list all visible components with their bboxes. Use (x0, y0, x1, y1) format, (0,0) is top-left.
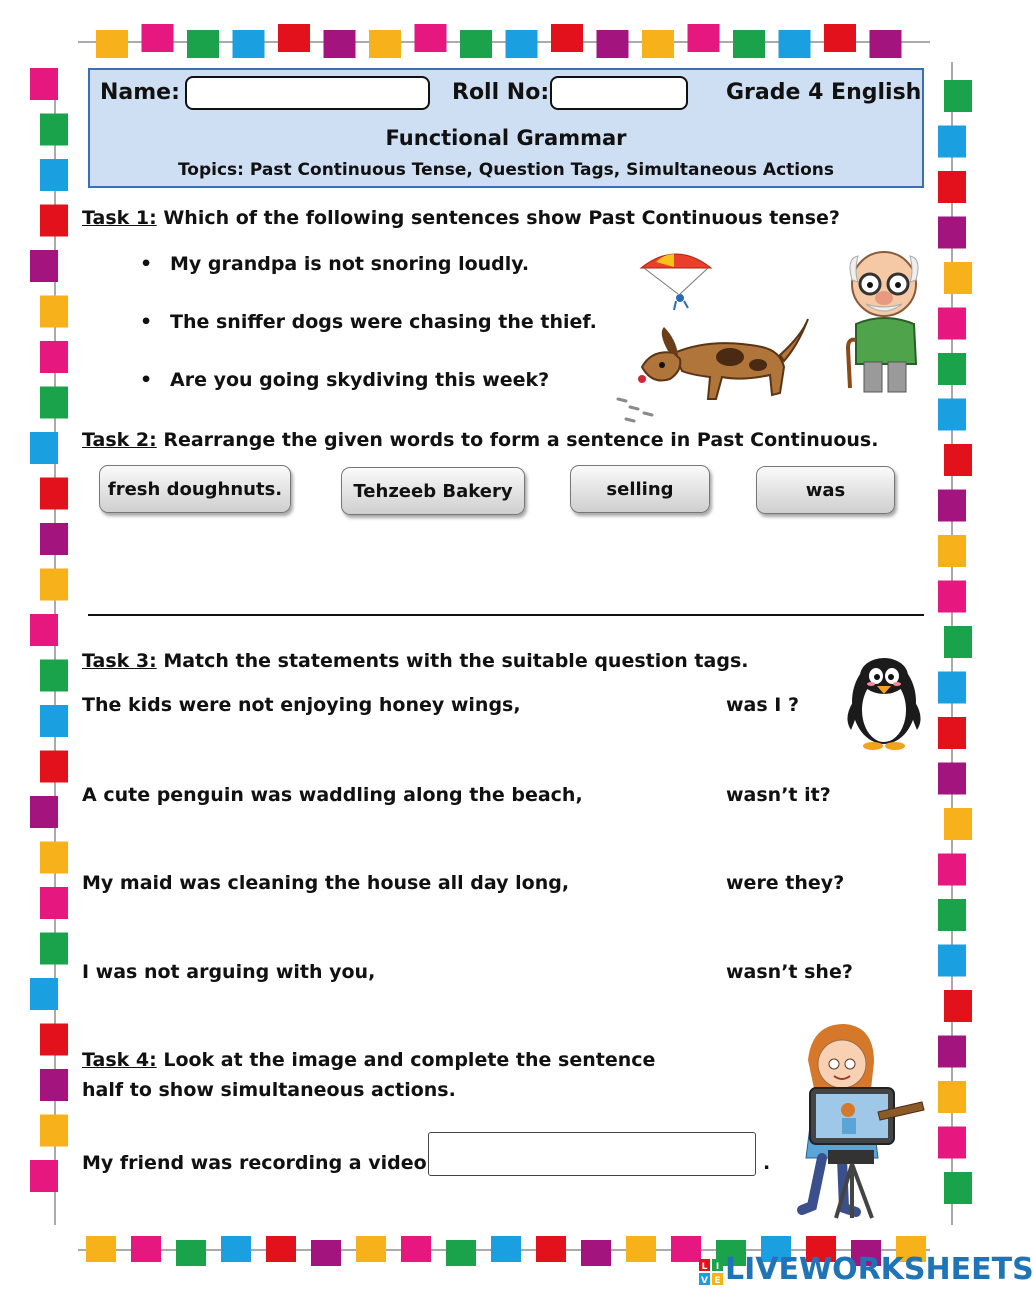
border-square (96, 30, 128, 58)
border-square (176, 1240, 206, 1266)
border-square (944, 990, 972, 1022)
task1-option-1[interactable]: • My grandpa is not snoring loudly. (170, 253, 529, 275)
border-square (40, 114, 68, 146)
border-square (40, 705, 68, 737)
svg-text:I: I (715, 1262, 720, 1272)
border-square (938, 1036, 966, 1068)
grade-label: Grade 4 English (726, 80, 922, 105)
roll-label: Roll No: (452, 80, 550, 105)
border-square (938, 490, 966, 522)
border-square (278, 24, 310, 52)
tag-4[interactable]: wasn’t she? (726, 961, 853, 983)
tag-3[interactable]: were they? (726, 872, 845, 894)
border-square (40, 751, 68, 783)
task1-text: Which of the following sentences show Past Continuous tense? (156, 207, 840, 229)
border-square (870, 30, 902, 58)
border-square (356, 1236, 386, 1262)
border-square (40, 1069, 68, 1101)
name-label: Name: (100, 80, 180, 105)
task4-answer-field[interactable] (428, 1132, 756, 1176)
task1-option-2[interactable]: • The sniffer dogs were chasing the thief. (170, 311, 597, 333)
border-square (40, 159, 68, 191)
border-square (40, 205, 68, 237)
border-square (581, 1240, 611, 1266)
border-square (40, 341, 68, 373)
border-square (597, 30, 629, 58)
border-square (938, 1127, 966, 1159)
border-square (506, 30, 538, 58)
border-square (944, 808, 972, 840)
svg-text:E: E (714, 1276, 721, 1286)
border-square (938, 945, 966, 977)
border-square (30, 796, 58, 828)
border-square (938, 581, 966, 613)
border-square (688, 24, 720, 52)
svg-text:V: V (701, 1276, 708, 1286)
border-square (233, 30, 265, 58)
svg-text:L: L (701, 1262, 708, 1272)
border-square (446, 1240, 476, 1266)
border-square (938, 763, 966, 795)
grandpa-illustration (836, 238, 932, 400)
task4-text: Look at the image and complete the sentence (156, 1049, 656, 1071)
border-square (938, 535, 966, 567)
border-square (944, 444, 972, 476)
parachute-illustration (636, 246, 716, 316)
border-square (938, 399, 966, 431)
border-square (944, 262, 972, 294)
word-card-4[interactable]: was (756, 466, 895, 514)
task1-label: Task 1: (82, 207, 157, 229)
border-square (938, 672, 966, 704)
word-card-1[interactable]: fresh doughnuts. (99, 465, 291, 513)
task1-option-3[interactable]: • Are you going skydiving this week? (170, 369, 549, 391)
border-square (938, 353, 966, 385)
border-square (30, 432, 58, 464)
border-square (938, 126, 966, 158)
border-square (779, 30, 811, 58)
border-square (626, 1236, 656, 1262)
statement-4[interactable]: I was not arguing with you, (82, 961, 376, 983)
task4-instruction-line2: half to show simultaneous actions. (82, 1079, 456, 1101)
border-square (131, 1236, 161, 1262)
border-square (86, 1236, 116, 1262)
border-square (221, 1236, 251, 1262)
border-square (824, 24, 856, 52)
border-square (40, 387, 68, 419)
task3-instruction (82, 650, 748, 672)
roll-field[interactable] (550, 76, 688, 110)
border-square (30, 978, 58, 1010)
task2-instruction (82, 429, 878, 451)
dog-illustration (612, 315, 817, 427)
task4-label: Task 4: (82, 1049, 157, 1071)
border-square (266, 1236, 296, 1262)
border-square (536, 1236, 566, 1262)
border-square (40, 1024, 68, 1056)
border-square (944, 1172, 972, 1204)
border-square (944, 80, 972, 112)
border-square (671, 1236, 701, 1262)
statement-3[interactable]: My maid was cleaning the house all day long, (82, 872, 570, 894)
border-square (733, 30, 765, 58)
worksheet-topics: Topics: Past Continuous Tense, Question Tags, Simultaneous Actions (177, 160, 835, 180)
task3-text: Match the statements with the suitable question tags. (156, 650, 749, 672)
word-card-2[interactable]: Tehzeeb Bakery (341, 467, 525, 515)
border-square (944, 626, 972, 658)
answer-line[interactable] (88, 614, 924, 616)
border-square (460, 30, 492, 58)
border-square (187, 30, 219, 58)
border-square (369, 30, 401, 58)
task1-instruction (82, 207, 840, 229)
task4-instruction-line1 (82, 1049, 655, 1071)
worksheet-header (88, 68, 924, 188)
border-square (415, 24, 447, 52)
girl-recording-illustration (782, 1018, 928, 1224)
border-square (491, 1236, 521, 1262)
task4-end-mark: . (763, 1152, 771, 1174)
border-square (401, 1236, 431, 1262)
tag-1[interactable]: was I ? (726, 694, 800, 716)
border-square (938, 217, 966, 249)
task3-label: Task 3: (82, 650, 157, 672)
border-square (40, 660, 68, 692)
border-square (40, 296, 68, 328)
liveworksheets-logo (699, 1259, 723, 1285)
border-square (938, 308, 966, 340)
border-square (30, 250, 58, 282)
worksheet-title: Functional Grammar (385, 126, 627, 150)
border-square (40, 569, 68, 601)
task4-sentence: My friend was recording a video (82, 1152, 427, 1174)
task2-text: Rearrange the given words to form a sentence in Past Continuous. (156, 429, 879, 451)
border-square (938, 899, 966, 931)
border-square (551, 24, 583, 52)
border-square (324, 30, 356, 58)
border-square (938, 717, 966, 749)
tag-2[interactable]: wasn’t it? (726, 784, 831, 806)
liveworksheets-brand: LIVEWORKSHEETS (725, 1252, 1034, 1287)
border-square (642, 30, 674, 58)
border-square (938, 171, 966, 203)
border-square (938, 854, 966, 886)
border-square (30, 614, 58, 646)
task2-label: Task 2: (82, 429, 157, 451)
statement-2[interactable]: A cute penguin was waddling along the beach, (82, 784, 583, 806)
border-square (40, 1115, 68, 1147)
border-square (40, 933, 68, 965)
border-square (40, 523, 68, 555)
border-square (40, 842, 68, 874)
border-square (40, 478, 68, 510)
statement-1[interactable]: The kids were not enjoying honey wings, (82, 694, 521, 716)
border-square (30, 1160, 58, 1192)
border-square (938, 1081, 966, 1113)
border-square (311, 1240, 341, 1266)
penguin-illustration (843, 646, 925, 752)
border-square (30, 68, 58, 100)
border-square (40, 887, 68, 919)
border-square (142, 24, 174, 52)
name-field[interactable] (185, 76, 430, 110)
word-card-3[interactable]: selling (570, 465, 710, 513)
